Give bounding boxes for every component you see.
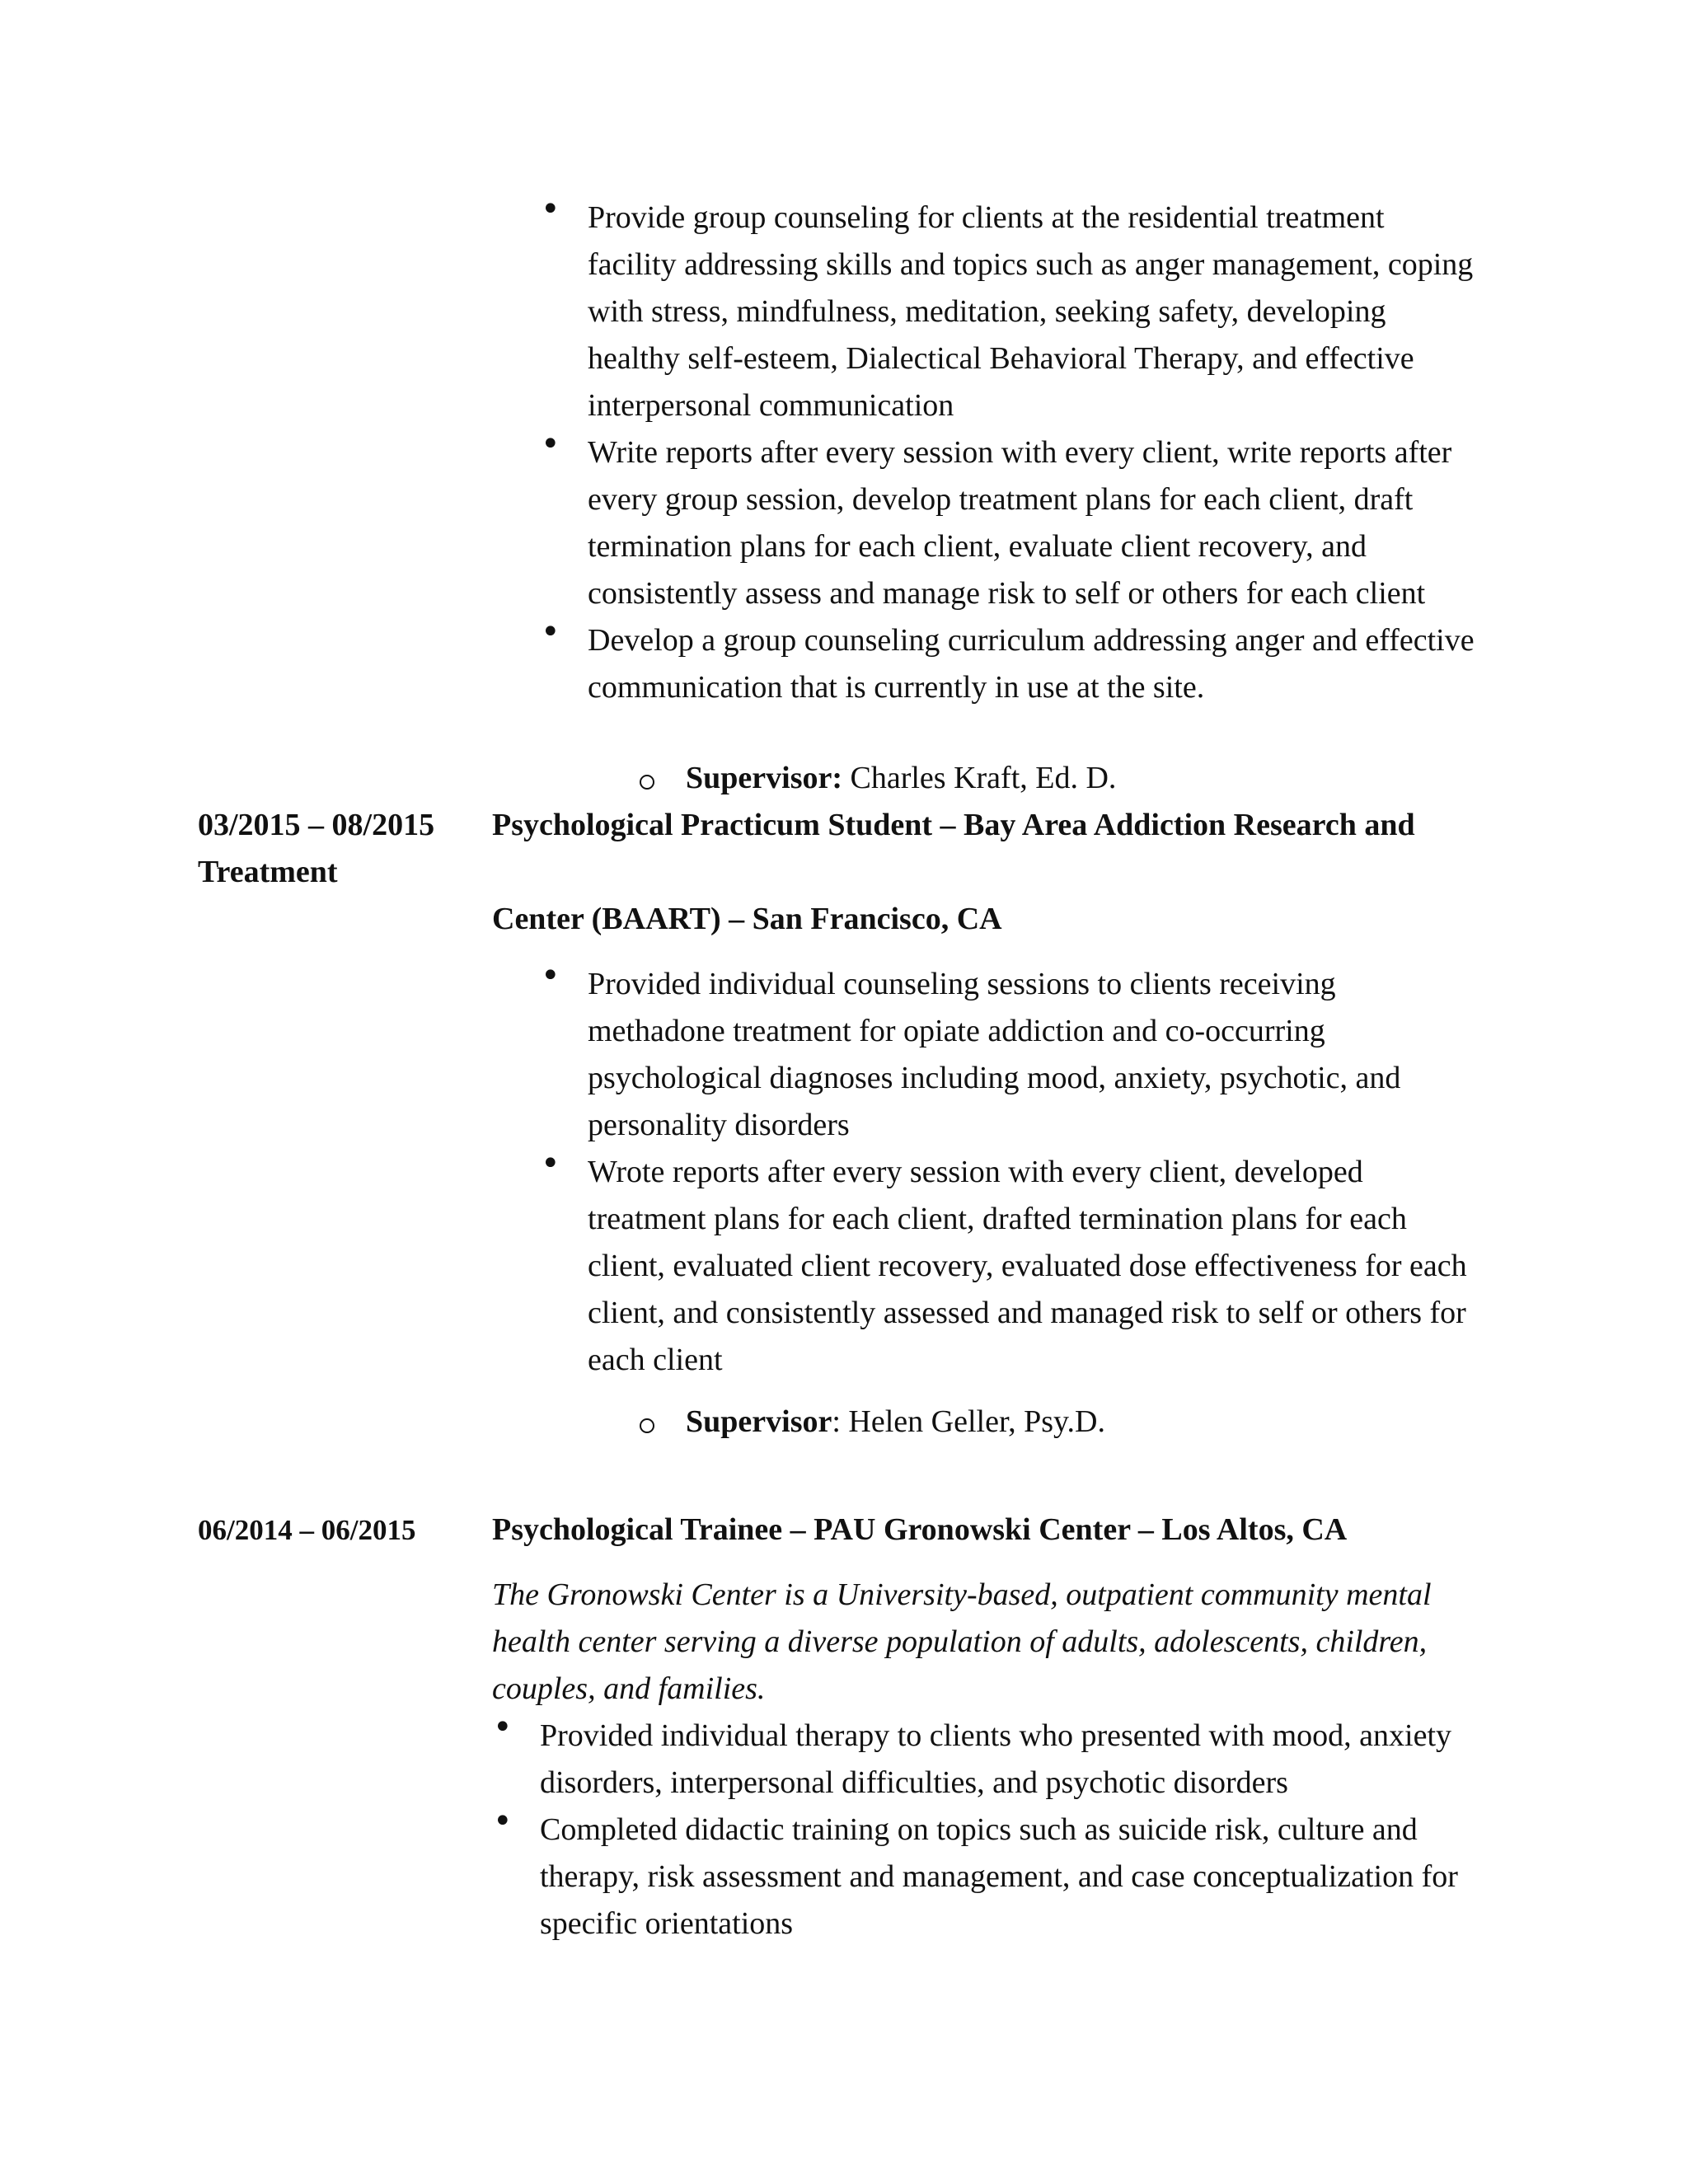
entry-date-extra: Treatment (198, 855, 338, 889)
list-item: • Provide group counseling for clients at the residential treatment facility addressing skills and topics such as anger management, coping with stress, mindfulness, meditation, seeking safety, developing healthy self-esteem, Dialectical Behavioral Therapy, and effective interpersonal communication (588, 194, 1478, 429)
list-item: • Provided individual counseling sessions to clients receiving methadone treatment for opiate addiction and co-occurring psychological diagnoses including mood, anxiety, psychotic, and personality disorders (588, 961, 1478, 1149)
list-item: • Completed didactic training on topics such as suicide risk, culture and therapy, risk assessment and management, and case conceptualization for specific orientations (540, 1807, 1479, 1947)
entry-date: 03/2015 – 08/2015 (198, 808, 435, 842)
block1-supervisor-list (686, 755, 1428, 802)
list-item: • Wrote reports after every session with every client, developed treatment plans for each client, drafted termination plans for each client, evaluated client recovery, evaluated dose effectiveness for each client, and consistently assessed and managed risk to self or others for each client (588, 1149, 1478, 1384)
supervisor-line (686, 1399, 1428, 1446)
block2-supervisor-list (686, 1399, 1428, 1446)
block3-bullet-list (540, 1713, 1479, 1947)
entry-title-line1: Psychological Practicum Student – Bay Area Addiction Research and (492, 808, 1415, 842)
entry-title: Psychological Trainee – PAU Gronowski Center – Los Altos, CA (492, 1512, 1348, 1547)
supervisor-label: Supervisor (686, 1404, 832, 1439)
list-item: • Write reports after every session with every client, write reports after every group session, develop treatment plans for each client, draft termination plans for each client, evaluate client recovery, and consistently assess and manage risk to self or others for each client (588, 429, 1478, 617)
block1-bullet-list (588, 194, 1478, 711)
supervisor-line (686, 755, 1428, 802)
list-item: • Develop a group counseling curriculum addressing anger and effective communication that is currently in use at the site. (588, 617, 1478, 711)
supervisor-label: Supervisor: (686, 761, 842, 795)
entry-title-line2: Center (BAART) – San Francisco, CA (492, 902, 1002, 936)
block2-bullet-list (588, 961, 1478, 1384)
supervisor-name: Charles Kraft, Ed. D. (842, 761, 1117, 795)
supervisor-name: : Helen Geller, Psy.D. (832, 1404, 1105, 1439)
entry-description: The Gronowski Center is a University-based, outpatient community mental health center serving a diverse population of adults, adolescents, children, couples, and families. (492, 1577, 1432, 1706)
entry-date: 06/2014 – 06/2015 (198, 1514, 416, 1546)
list-item: • Provided individual therapy to clients who presented with mood, anxiety disorders, interpersonal difficulties, and psychotic disorders (540, 1713, 1479, 1807)
